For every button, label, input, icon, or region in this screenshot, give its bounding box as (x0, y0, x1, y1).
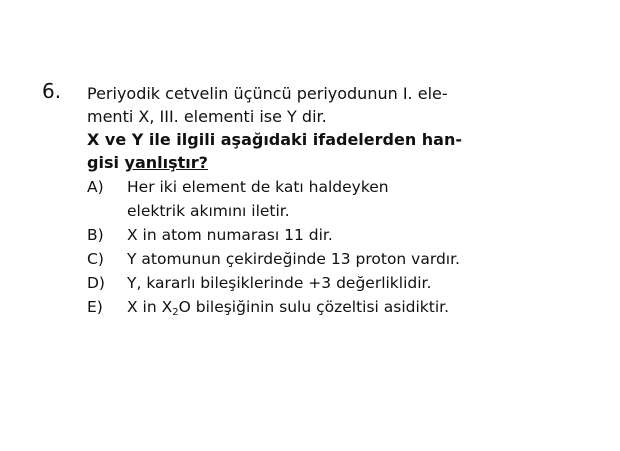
option-a-continuation[interactable] (87, 199, 507, 223)
prompt-line-1: X ve Y ile ilgili aşağıdaki ifadelerden han- (87, 130, 463, 149)
option-e-subscript: 2 (172, 307, 179, 318)
answer-options (87, 175, 507, 319)
option-b-label: B) (87, 226, 104, 244)
prompt-line-2-text: gisi (87, 153, 125, 172)
option-a[interactable] (87, 175, 507, 199)
option-c[interactable] (87, 247, 507, 271)
option-d[interactable] (87, 271, 507, 295)
option-c-text: Y atomunun çekirdeğinde 13 proton vardır. (127, 250, 460, 268)
prompt-underlined-word: yanlıştır? (124, 153, 208, 172)
stem-line-2: menti X, III. elementi ise Y dir. (87, 107, 327, 126)
option-d-text: Y, kararlı bileşiklerinde +3 değerliklidir. (127, 274, 432, 292)
option-c-label: C) (87, 250, 104, 268)
option-e-label: E) (87, 298, 103, 316)
option-b-text: X in atom numarası 11 dir. (127, 226, 333, 244)
question-body (87, 82, 507, 319)
question-number: 6. (42, 79, 62, 103)
option-e-text-post: O bileşiğinin sulu çözeltisi asidiktir. (178, 298, 450, 316)
option-a-text-line-1: Her iki element de katı haldeyken (127, 178, 389, 196)
option-e-text-pre: X in X (127, 298, 173, 316)
option-a-label: A) (87, 178, 104, 196)
stem-line-1: Periyodik cetvelin üçüncü periyodunun I. ele- (87, 84, 448, 103)
option-d-label: D) (87, 274, 105, 292)
option-a-text-line-2: elektrik akımını iletir. (127, 202, 290, 220)
option-e[interactable] (87, 295, 507, 319)
option-b[interactable] (87, 223, 507, 247)
prompt-line-2 (87, 151, 507, 174)
